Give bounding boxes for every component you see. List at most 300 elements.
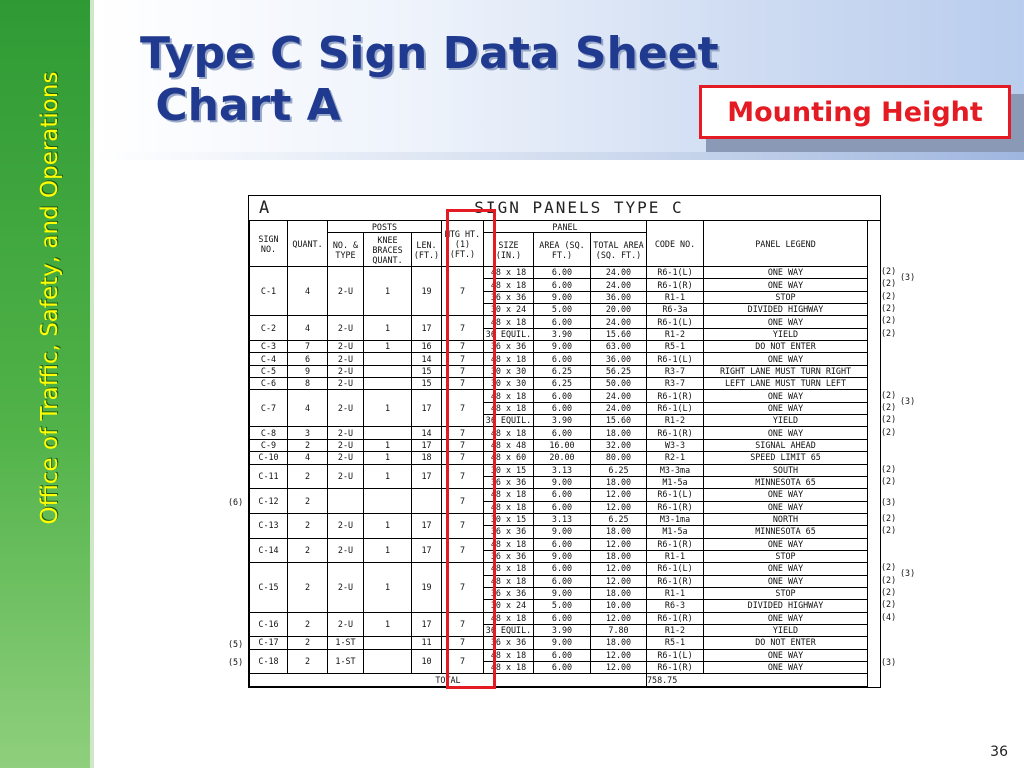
quantity-cell: 4 — [288, 452, 328, 464]
panel-area-cell: 6.00 — [534, 612, 591, 624]
panel-size-cell: 48 x 18 — [484, 612, 534, 624]
panel-total-area-cell: 24.00 — [591, 279, 647, 291]
panel-footnote: (2) — [881, 315, 897, 326]
panel-footnote: (4) — [881, 611, 897, 622]
panel-size-cell: 36 x 36 — [484, 637, 534, 649]
panel-code-cell: R6-1(R) — [647, 612, 704, 624]
quantity-cell: 4 — [288, 390, 328, 427]
panel-size-cell: 36 x 36 — [484, 550, 534, 562]
sign-table-body — [250, 267, 868, 687]
panel-area-cell: 6.00 — [534, 390, 591, 402]
knee-braces-cell — [364, 427, 412, 439]
post-length-cell: 14 — [412, 427, 442, 439]
knee-braces-cell — [364, 489, 412, 514]
panel-size-cell: 48 x 18 — [484, 316, 534, 328]
knee-braces-cell — [364, 637, 412, 649]
sign-number-cell: C-5 — [250, 365, 288, 377]
panel-code-cell: M3-3ma — [647, 464, 704, 476]
knee-braces-cell: 1 — [364, 390, 412, 427]
sign-number-cell: C-10 — [250, 452, 288, 464]
panel-legend-cell: ONE WAY — [704, 489, 868, 501]
panel-legend-cell: STOP — [704, 291, 868, 303]
post-type-cell: 1-ST — [328, 649, 364, 674]
panel-area-cell: 20.00 — [534, 452, 591, 464]
panel-size-cell: 30 x 30 — [484, 365, 534, 377]
panel-size-cell: 48 x 18 — [484, 279, 534, 291]
panel-code-cell: R6-1(R) — [647, 501, 704, 513]
post-type-cell: 2-U — [328, 378, 364, 390]
panel-size-cell: 48 x 18 — [484, 489, 534, 501]
post-type-cell: 2-U — [328, 452, 364, 464]
knee-braces-cell: 1 — [364, 612, 412, 637]
post-type-cell: 2-U — [328, 439, 364, 451]
panel-legend-cell: MINNESOTA 65 — [704, 526, 868, 538]
mounting-height-cell: 7 — [442, 378, 484, 390]
panel-code-cell: R6-1(R) — [647, 575, 704, 587]
mounting-height-cell: 7 — [442, 612, 484, 637]
panel-area-cell: 5.00 — [534, 600, 591, 612]
panel-area-cell: 6.00 — [534, 662, 591, 674]
mounting-height-cell: 7 — [442, 390, 484, 427]
sign-number-cell: C-9 — [250, 439, 288, 451]
panel-total-area-cell: 12.00 — [591, 662, 647, 674]
panel-size-cell: 48 x 48 — [484, 439, 534, 451]
panel-area-cell: 3.90 — [534, 415, 591, 427]
mounting-height-cell: 7 — [442, 316, 484, 341]
panel-legend-cell: ONE WAY — [704, 279, 868, 291]
panel-footnote: (2) — [881, 278, 897, 289]
panel-footnote: (2) — [881, 463, 897, 474]
panel-area-cell: 6.00 — [534, 575, 591, 587]
panel-total-area-cell: 15.60 — [591, 415, 647, 427]
table-row — [250, 563, 868, 575]
panel-area-cell: 3.90 — [534, 624, 591, 636]
mounting-height-cell: 7 — [442, 538, 484, 563]
slide-title-line1: Type C Sign Data Sheet — [140, 28, 719, 79]
panel-total-area-cell: 24.00 — [591, 402, 647, 414]
panel-area-cell: 9.00 — [534, 587, 591, 599]
sign-number-cell: C-12 — [250, 489, 288, 514]
mounting-height-cell: 7 — [442, 452, 484, 464]
header-panel-legend: PANEL LEGEND — [704, 221, 868, 267]
panel-legend-cell: ONE WAY — [704, 649, 868, 661]
panel-area-cell: 6.25 — [534, 365, 591, 377]
post-type-cell: 2-U — [328, 365, 364, 377]
panel-legend-cell: ONE WAY — [704, 427, 868, 439]
post-length-cell: 17 — [412, 316, 442, 341]
post-length-cell: 18 — [412, 452, 442, 464]
quantity-cell: 6 — [288, 353, 328, 365]
header-no-type: NO. & TYPE — [328, 233, 364, 267]
panel-total-area-cell: 12.00 — [591, 501, 647, 513]
post-type-cell: 2-U — [328, 267, 364, 316]
quantity-cell: 4 — [288, 316, 328, 341]
sheet-title-bar — [249, 196, 880, 221]
knee-braces-cell: 1 — [364, 452, 412, 464]
sign-data-sheet — [248, 195, 881, 688]
panel-legend-cell: ONE WAY — [704, 563, 868, 575]
table-row — [250, 390, 868, 402]
panel-footnote: (2) — [881, 587, 897, 598]
panel-legend-cell: ONE WAY — [704, 538, 868, 550]
panel-footnote: (2) — [881, 303, 897, 314]
mounting-height-cell: 7 — [442, 563, 484, 612]
panel-legend-cell: ONE WAY — [704, 316, 868, 328]
panel-total-area-cell: 36.00 — [591, 291, 647, 303]
sign-number-cell: C-18 — [250, 649, 288, 674]
panel-total-area-cell: 36.00 — [591, 353, 647, 365]
panel-size-cell: 48 x 18 — [484, 267, 534, 279]
panel-legend-cell: ONE WAY — [704, 612, 868, 624]
knee-braces-cell: 1 — [364, 316, 412, 341]
knee-braces-cell — [364, 378, 412, 390]
panel-area-cell: 6.00 — [534, 489, 591, 501]
panel-area-cell: 6.00 — [534, 649, 591, 661]
header-size: SIZE (IN.) — [484, 233, 534, 267]
panel-footnote: (2) — [881, 599, 897, 610]
post-length-cell: 17 — [412, 538, 442, 563]
panel-code-cell: R5-1 — [647, 637, 704, 649]
panel-code-cell: W3-3 — [647, 439, 704, 451]
post-type-cell: 2-U — [328, 341, 364, 353]
header-posts: POSTS — [328, 221, 442, 233]
panel-size-cell: 36 x 36 — [484, 476, 534, 488]
panel-size-cell: 48 x 18 — [484, 649, 534, 661]
sidebar-band — [0, 0, 90, 768]
panel-code-cell: R6-1(L) — [647, 489, 704, 501]
knee-braces-cell: 1 — [364, 538, 412, 563]
sign-number-cell: C-1 — [250, 267, 288, 316]
quantity-cell: 2 — [288, 612, 328, 637]
panel-total-area-cell: 10.00 — [591, 600, 647, 612]
sidebar-office-name: Office of Traffic, Safety, and Operations — [37, 71, 63, 525]
sign-footnote: (5) — [228, 657, 244, 668]
panel-code-cell: R6-1(R) — [647, 279, 704, 291]
quantity-cell: 2 — [288, 439, 328, 451]
sign-number-cell: C-6 — [250, 378, 288, 390]
panel-total-area-cell: 32.00 — [591, 439, 647, 451]
panel-footnote: (2) — [881, 574, 897, 585]
sign-number-cell: C-8 — [250, 427, 288, 439]
panel-legend-cell: ONE WAY — [704, 353, 868, 365]
post-length-cell: 17 — [412, 464, 442, 489]
mounting-height-cell: 7 — [442, 649, 484, 674]
table-row — [250, 513, 868, 525]
header-sign-no: SIGN NO. — [250, 221, 288, 267]
post-length-cell: 17 — [412, 612, 442, 637]
mounting-height-cell: 7 — [442, 341, 484, 353]
sign-panels-table — [249, 220, 868, 687]
post-type-cell: 2-U — [328, 353, 364, 365]
panel-total-area-cell: 7.80 — [591, 624, 647, 636]
total-value: 758.75 — [647, 674, 868, 686]
post-type-cell: 2-U — [328, 316, 364, 341]
panel-area-cell: 16.00 — [534, 439, 591, 451]
panel-total-area-cell: 12.00 — [591, 612, 647, 624]
panel-legend-cell: STOP — [704, 587, 868, 599]
panel-area-cell: 6.00 — [534, 353, 591, 365]
panel-footnote: (2) — [881, 266, 897, 276]
panel-total-area-cell: 12.00 — [591, 489, 647, 501]
panel-size-cell: 36 x 36 — [484, 291, 534, 303]
table-row — [250, 538, 868, 550]
panel-size-cell: 36 EQUIL. — [484, 328, 534, 340]
panel-code-cell: R6-1(L) — [647, 353, 704, 365]
panel-area-cell: 6.00 — [534, 316, 591, 328]
panel-area-cell: 9.00 — [534, 476, 591, 488]
panel-size-cell: 48 x 18 — [484, 501, 534, 513]
sheet-title: SIGN PANELS TYPE C — [474, 198, 684, 217]
mounting-height-cell: 7 — [442, 353, 484, 365]
panel-code-cell: R3-7 — [647, 378, 704, 390]
post-type-cell: 2-U — [328, 563, 364, 612]
mounting-height-cell: 7 — [442, 464, 484, 489]
panel-code-cell: R6-1(R) — [647, 390, 704, 402]
table-row — [250, 378, 868, 390]
post-length-cell: 10 — [412, 649, 442, 674]
sign-number-cell: C-11 — [250, 464, 288, 489]
table-row — [250, 649, 868, 661]
post-length-cell: 19 — [412, 563, 442, 612]
panel-code-cell: R6-1(R) — [647, 662, 704, 674]
post-type-cell: 2-U — [328, 390, 364, 427]
sign-footnote: (5) — [228, 638, 244, 649]
panel-legend-cell: SOUTH — [704, 464, 868, 476]
panel-code-cell: R6-1(L) — [647, 316, 704, 328]
panel-size-cell: 36 EQUIL. — [484, 624, 534, 636]
panel-size-cell: 48 x 18 — [484, 575, 534, 587]
header-knee-braces: KNEE BRACES QUANT. — [364, 233, 412, 267]
panel-footnote: (2) — [881, 475, 897, 486]
post-length-cell: 11 — [412, 637, 442, 649]
panel-legend-cell: ONE WAY — [704, 402, 868, 414]
post-type-cell: 2-U — [328, 427, 364, 439]
panel-size-cell: 48 x 18 — [484, 563, 534, 575]
table-row — [250, 267, 868, 279]
knee-braces-cell — [364, 649, 412, 674]
post-length-cell: 16 — [412, 341, 442, 353]
panel-legend-cell: RIGHT LANE MUST TURN RIGHT — [704, 365, 868, 377]
quantity-cell: 2 — [288, 513, 328, 538]
panel-footnote: (2) — [881, 513, 897, 523]
header-total-area: TOTAL AREA (SQ. FT.) — [591, 233, 647, 267]
post-length-cell: 17 — [412, 513, 442, 538]
panel-total-area-cell: 50.00 — [591, 378, 647, 390]
group-footnote: (3) — [900, 272, 916, 282]
panel-size-cell: 36 EQUIL. — [484, 415, 534, 427]
panel-legend-cell: DO NOT ENTER — [704, 341, 868, 353]
panel-code-cell: R6-3a — [647, 304, 704, 316]
quantity-cell: 2 — [288, 649, 328, 674]
post-length-cell: 19 — [412, 267, 442, 316]
panel-size-cell: 30 x 15 — [484, 464, 534, 476]
panel-code-cell: R6-1(R) — [647, 427, 704, 439]
quantity-cell: 2 — [288, 538, 328, 563]
panel-area-cell: 3.13 — [534, 513, 591, 525]
panel-total-area-cell: 18.00 — [591, 550, 647, 562]
panel-area-cell: 3.90 — [534, 328, 591, 340]
post-length-cell: 17 — [412, 439, 442, 451]
panel-code-cell: R1-1 — [647, 550, 704, 562]
post-type-cell: 2-U — [328, 538, 364, 563]
knee-braces-cell: 1 — [364, 563, 412, 612]
sign-number-cell: C-13 — [250, 513, 288, 538]
panel-footnote: (2) — [881, 290, 897, 301]
panel-total-area-cell: 15.60 — [591, 328, 647, 340]
header-code-no: CODE NO. — [647, 221, 704, 267]
table-row — [250, 427, 868, 439]
panel-area-cell: 6.00 — [534, 563, 591, 575]
quantity-cell: 3 — [288, 427, 328, 439]
panel-total-area-cell: 20.00 — [591, 304, 647, 316]
panel-footnote: (2) — [881, 426, 897, 437]
panel-area-cell: 6.00 — [534, 267, 591, 279]
table-row — [250, 316, 868, 328]
quantity-cell: 2 — [288, 464, 328, 489]
panel-size-cell: 30 x 15 — [484, 513, 534, 525]
panel-total-area-cell: 18.00 — [591, 637, 647, 649]
sign-number-cell: C-15 — [250, 563, 288, 612]
panel-code-cell: M3-1ma — [647, 513, 704, 525]
mounting-height-cell: 7 — [442, 427, 484, 439]
quantity-cell: 4 — [288, 267, 328, 316]
header-panel: PANEL — [484, 221, 647, 233]
panel-total-area-cell: 24.00 — [591, 390, 647, 402]
panel-size-cell: 36 x 36 — [484, 587, 534, 599]
panel-area-cell: 6.00 — [534, 279, 591, 291]
panel-total-area-cell: 6.25 — [591, 513, 647, 525]
panel-code-cell: R2-1 — [647, 452, 704, 464]
post-length-cell — [412, 489, 442, 514]
panel-total-area-cell: 12.00 — [591, 538, 647, 550]
quantity-cell: 2 — [288, 637, 328, 649]
panel-footnote: (2) — [881, 401, 897, 412]
panel-code-cell: M1-5a — [647, 526, 704, 538]
panel-total-area-cell: 12.00 — [591, 649, 647, 661]
panel-legend-cell: ONE WAY — [704, 662, 868, 674]
header-area: AREA (SQ. FT.) — [534, 233, 591, 267]
panel-legend-cell: SPEED LIMIT 65 — [704, 452, 868, 464]
panel-code-cell: R6-1(R) — [647, 538, 704, 550]
panel-size-cell: 48 x 18 — [484, 427, 534, 439]
panel-legend-cell: DIVIDED HIGHWAY — [704, 600, 868, 612]
panel-code-cell: R5-1 — [647, 341, 704, 353]
panel-legend-cell: YIELD — [704, 415, 868, 427]
knee-braces-cell: 1 — [364, 341, 412, 353]
panel-area-cell: 3.13 — [534, 464, 591, 476]
panel-total-area-cell: 6.25 — [591, 464, 647, 476]
panel-legend-cell: ONE WAY — [704, 267, 868, 279]
panel-code-cell: R1-1 — [647, 291, 704, 303]
panel-total-area-cell: 24.00 — [591, 267, 647, 279]
panel-code-cell: R1-2 — [647, 624, 704, 636]
panel-code-cell: R6-1(L) — [647, 267, 704, 279]
table-row — [250, 353, 868, 365]
panel-total-area-cell: 56.25 — [591, 365, 647, 377]
post-type-cell: 2-U — [328, 513, 364, 538]
panel-area-cell: 6.00 — [534, 427, 591, 439]
post-type-cell: 2-U — [328, 464, 364, 489]
table-row — [250, 464, 868, 476]
panel-total-area-cell: 63.00 — [591, 341, 647, 353]
mounting-height-cell: 7 — [442, 489, 484, 514]
mounting-height-highlight — [446, 209, 496, 689]
panel-legend-cell: SIGNAL AHEAD — [704, 439, 868, 451]
sign-number-cell: C-17 — [250, 637, 288, 649]
quantity-cell: 2 — [288, 489, 328, 514]
knee-braces-cell: 1 — [364, 513, 412, 538]
table-row — [250, 439, 868, 451]
panel-area-cell: 9.00 — [534, 526, 591, 538]
table-row — [250, 341, 868, 353]
quantity-cell: 7 — [288, 341, 328, 353]
panel-area-cell: 6.25 — [534, 378, 591, 390]
panel-total-area-cell: 18.00 — [591, 476, 647, 488]
mounting-height-cell: 7 — [442, 365, 484, 377]
post-length-cell: 14 — [412, 353, 442, 365]
group-footnote: (3) — [900, 568, 916, 579]
panel-legend-cell: STOP — [704, 550, 868, 562]
knee-braces-cell: 1 — [364, 439, 412, 451]
panel-code-cell: R6-3 — [647, 600, 704, 612]
panel-total-area-cell: 80.00 — [591, 452, 647, 464]
panel-size-cell: 36 x 36 — [484, 526, 534, 538]
group-footnote: (3) — [881, 496, 897, 507]
panel-legend-cell: ONE WAY — [704, 501, 868, 513]
sign-footnote: (6) — [228, 496, 244, 507]
table-row — [250, 452, 868, 464]
header-quant: QUANT. — [288, 221, 328, 267]
panel-legend-cell: DO NOT ENTER — [704, 637, 868, 649]
header-len: LEN. (FT.) — [412, 233, 442, 267]
total-row — [250, 674, 868, 686]
table-row — [250, 365, 868, 377]
panel-footnote: (2) — [881, 562, 897, 573]
panel-legend-cell: ONE WAY — [704, 575, 868, 587]
quantity-cell: 9 — [288, 365, 328, 377]
panel-legend-cell: YIELD — [704, 328, 868, 340]
panel-size-cell: 48 x 18 — [484, 662, 534, 674]
panel-code-cell: R6-1(L) — [647, 563, 704, 575]
panel-size-cell: 30 x 24 — [484, 304, 534, 316]
header-mtg-ht: MTG HT. (1) (FT.) — [442, 221, 484, 267]
sign-number-cell: C-2 — [250, 316, 288, 341]
panel-code-cell: R1-2 — [647, 415, 704, 427]
panel-footnote: (2) — [881, 389, 897, 400]
panel-size-cell: 48 x 60 — [484, 452, 534, 464]
sign-number-cell: C-7 — [250, 390, 288, 427]
sign-number-cell: C-16 — [250, 612, 288, 637]
knee-braces-cell — [364, 353, 412, 365]
header-underline — [94, 152, 1024, 160]
panel-footnote: (2) — [881, 327, 897, 338]
mounting-height-callout: Mounting Height — [699, 85, 1011, 139]
panel-area-cell: 9.00 — [534, 291, 591, 303]
sign-number-cell: C-14 — [250, 538, 288, 563]
sign-number-cell: C-3 — [250, 341, 288, 353]
panel-legend-cell: ONE WAY — [704, 390, 868, 402]
panel-footnote: (2) — [881, 525, 897, 536]
panel-total-area-cell: 12.00 — [591, 563, 647, 575]
sheet-chart-letter: A — [259, 198, 270, 218]
table-row — [250, 637, 868, 649]
panel-size-cell: 30 x 24 — [484, 600, 534, 612]
slide-title-line2: Chart A — [140, 80, 341, 131]
mounting-height-cell: 7 — [442, 513, 484, 538]
panel-size-cell: 48 x 18 — [484, 402, 534, 414]
panel-code-cell: R3-7 — [647, 365, 704, 377]
panel-area-cell: 9.00 — [534, 550, 591, 562]
